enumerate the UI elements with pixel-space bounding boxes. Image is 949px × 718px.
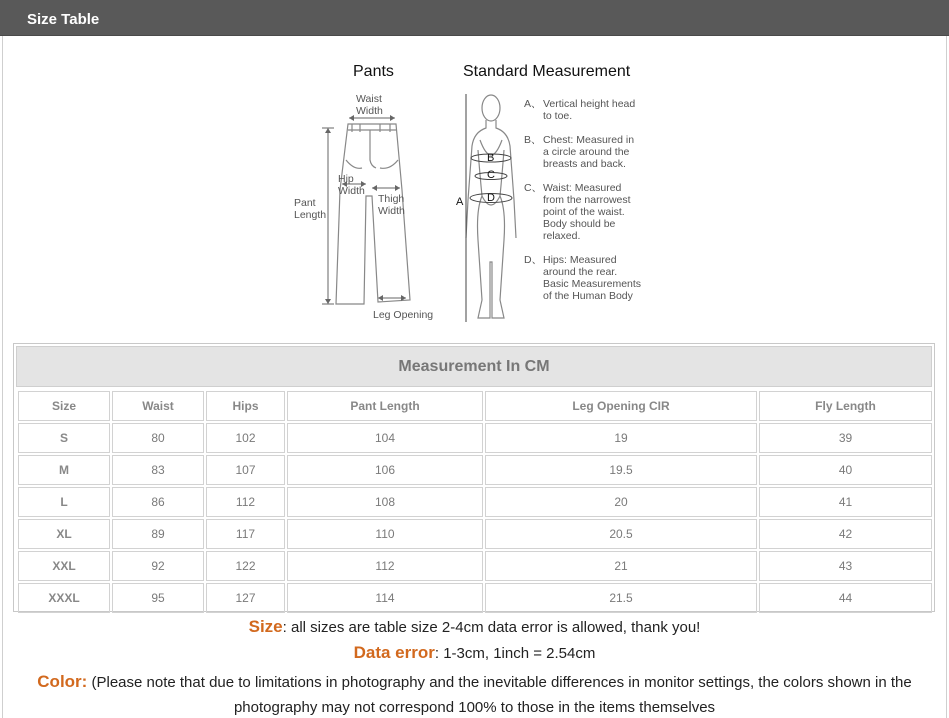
cell-leg-opening: 19 bbox=[485, 423, 757, 453]
cell-size: M bbox=[18, 455, 110, 485]
legend-d-letter: D、 bbox=[524, 254, 543, 266]
legend-b-letter: B、 bbox=[524, 134, 542, 146]
table-row bbox=[18, 455, 932, 485]
cell-pant-length: 104 bbox=[287, 423, 483, 453]
legend-b-line: a circle around the bbox=[543, 146, 630, 158]
header-pant-length: Pant Length bbox=[287, 391, 483, 421]
label-thigh-width bbox=[378, 193, 407, 217]
cell-size: XXXL bbox=[18, 583, 110, 613]
legend-c-line: relaxed. bbox=[543, 230, 581, 242]
label-hip-width bbox=[338, 173, 365, 197]
label-waist-width bbox=[356, 93, 385, 117]
label-pant-length bbox=[294, 197, 326, 221]
cell-leg-opening: 20.5 bbox=[485, 519, 757, 549]
label-pant-length-line1: Pant bbox=[294, 197, 316, 209]
cell-fly-length: 40 bbox=[759, 455, 932, 485]
size-table-container bbox=[13, 343, 935, 612]
legend-a-line: to toe. bbox=[543, 110, 573, 122]
note-error-key: Data error bbox=[353, 643, 435, 662]
cell-hips: 122 bbox=[206, 551, 285, 581]
cell-size: XXL bbox=[18, 551, 110, 581]
cell-leg-opening: 21 bbox=[485, 551, 757, 581]
note-color-key: Color: bbox=[37, 672, 88, 691]
cell-size: XL bbox=[18, 519, 110, 549]
cell-waist: 80 bbox=[112, 423, 204, 453]
legend-c-letter: C、 bbox=[524, 182, 543, 194]
header-waist: Waist bbox=[112, 391, 204, 421]
table-row bbox=[18, 423, 932, 453]
header-fly-length: Fly Length bbox=[759, 391, 932, 421]
legend-c-line: from the narrowest bbox=[543, 194, 631, 206]
body-letter-a: A bbox=[456, 196, 464, 208]
label-thigh-line1: Thigh bbox=[378, 193, 405, 205]
cell-size: L bbox=[18, 487, 110, 517]
cell-size: S bbox=[18, 423, 110, 453]
pants-title: Pants bbox=[353, 63, 394, 80]
note-size-key: Size bbox=[248, 617, 283, 636]
body-measure-lines bbox=[466, 94, 512, 322]
cell-waist: 86 bbox=[112, 487, 204, 517]
cell-fly-length: 44 bbox=[759, 583, 932, 613]
legend-d-line: Basic Measurements bbox=[543, 278, 642, 290]
cell-leg-opening: 21.5 bbox=[485, 583, 757, 613]
cell-pant-length: 108 bbox=[287, 487, 483, 517]
cell-pant-length: 110 bbox=[287, 519, 483, 549]
header-size: Size bbox=[18, 391, 110, 421]
cell-leg-opening: 19.5 bbox=[485, 455, 757, 485]
note-color-text: (Please note that due to limitations in photography and the inevitable differences in monitor settings, the colors shown in the photography may not correspond 100% to those in the items themselves bbox=[87, 674, 912, 716]
table-row bbox=[18, 487, 932, 517]
standard-measurement-title: Standard Measurement bbox=[463, 63, 631, 80]
cell-waist: 95 bbox=[112, 583, 204, 613]
cell-pant-length: 106 bbox=[287, 455, 483, 485]
label-hip-line2: Width bbox=[338, 185, 365, 197]
body-legend bbox=[524, 98, 641, 302]
legend-d-line: around the rear. bbox=[543, 266, 618, 278]
cell-hips: 102 bbox=[206, 423, 285, 453]
legend-d-line: Hips: Measured bbox=[543, 254, 617, 266]
label-thigh-line2: Width bbox=[378, 205, 405, 217]
legend-c-line: point of the waist. bbox=[543, 206, 625, 218]
note-size-text: : all sizes are table size 2-4cm data error is allowed, thank you! bbox=[282, 619, 701, 636]
label-pant-length-line2: Length bbox=[294, 209, 327, 221]
cell-fly-length: 42 bbox=[759, 519, 932, 549]
cell-pant-length: 112 bbox=[287, 551, 483, 581]
cell-leg-opening: 20 bbox=[485, 487, 757, 517]
cell-hips: 127 bbox=[206, 583, 285, 613]
header-hips: Hips bbox=[206, 391, 285, 421]
table-caption: Measurement In CM bbox=[16, 346, 932, 387]
size-table bbox=[16, 389, 934, 615]
note-color bbox=[0, 669, 949, 718]
measurement-diagrams bbox=[0, 0, 949, 340]
cell-fly-length: 41 bbox=[759, 487, 932, 517]
cell-fly-length: 39 bbox=[759, 423, 932, 453]
label-hip-line1: Hip bbox=[338, 173, 354, 185]
cell-fly-length: 43 bbox=[759, 551, 932, 581]
page-title: Size Table bbox=[27, 11, 100, 28]
cell-hips: 117 bbox=[206, 519, 285, 549]
cell-hips: 112 bbox=[206, 487, 285, 517]
legend-c-line: Body should be bbox=[543, 218, 616, 230]
table-header-row bbox=[18, 391, 932, 421]
legend-a-line: Vertical height head bbox=[543, 98, 636, 110]
table-row bbox=[18, 551, 932, 581]
body-letter-c: C bbox=[487, 169, 495, 181]
table-row bbox=[18, 519, 932, 549]
header-leg-opening: Leg Opening CIR bbox=[485, 391, 757, 421]
label-waist-line1: Waist bbox=[356, 93, 382, 105]
cell-waist: 92 bbox=[112, 551, 204, 581]
cell-hips: 107 bbox=[206, 455, 285, 485]
cell-waist: 89 bbox=[112, 519, 204, 549]
legend-b-line: breasts and back. bbox=[543, 158, 626, 170]
cell-pant-length: 114 bbox=[287, 583, 483, 613]
note-data-error bbox=[0, 643, 949, 663]
legend-c-line: Waist: Measured bbox=[543, 182, 622, 194]
body-letter-d: D bbox=[487, 192, 495, 204]
note-size bbox=[0, 617, 949, 637]
table-row bbox=[18, 583, 932, 613]
cell-waist: 83 bbox=[112, 455, 204, 485]
legend-a-letter: A、 bbox=[524, 98, 542, 110]
legend-d-line: of the Human Body bbox=[543, 290, 633, 302]
note-error-text: : 1-3cm, 1inch = 2.54cm bbox=[434, 645, 596, 662]
label-waist-line2: Width bbox=[356, 105, 383, 117]
label-leg-opening: Leg Opening bbox=[373, 309, 434, 321]
legend-b-line: Chest: Measured in bbox=[543, 134, 635, 146]
body-figure bbox=[466, 95, 516, 318]
body-letter-b: B bbox=[487, 152, 495, 164]
